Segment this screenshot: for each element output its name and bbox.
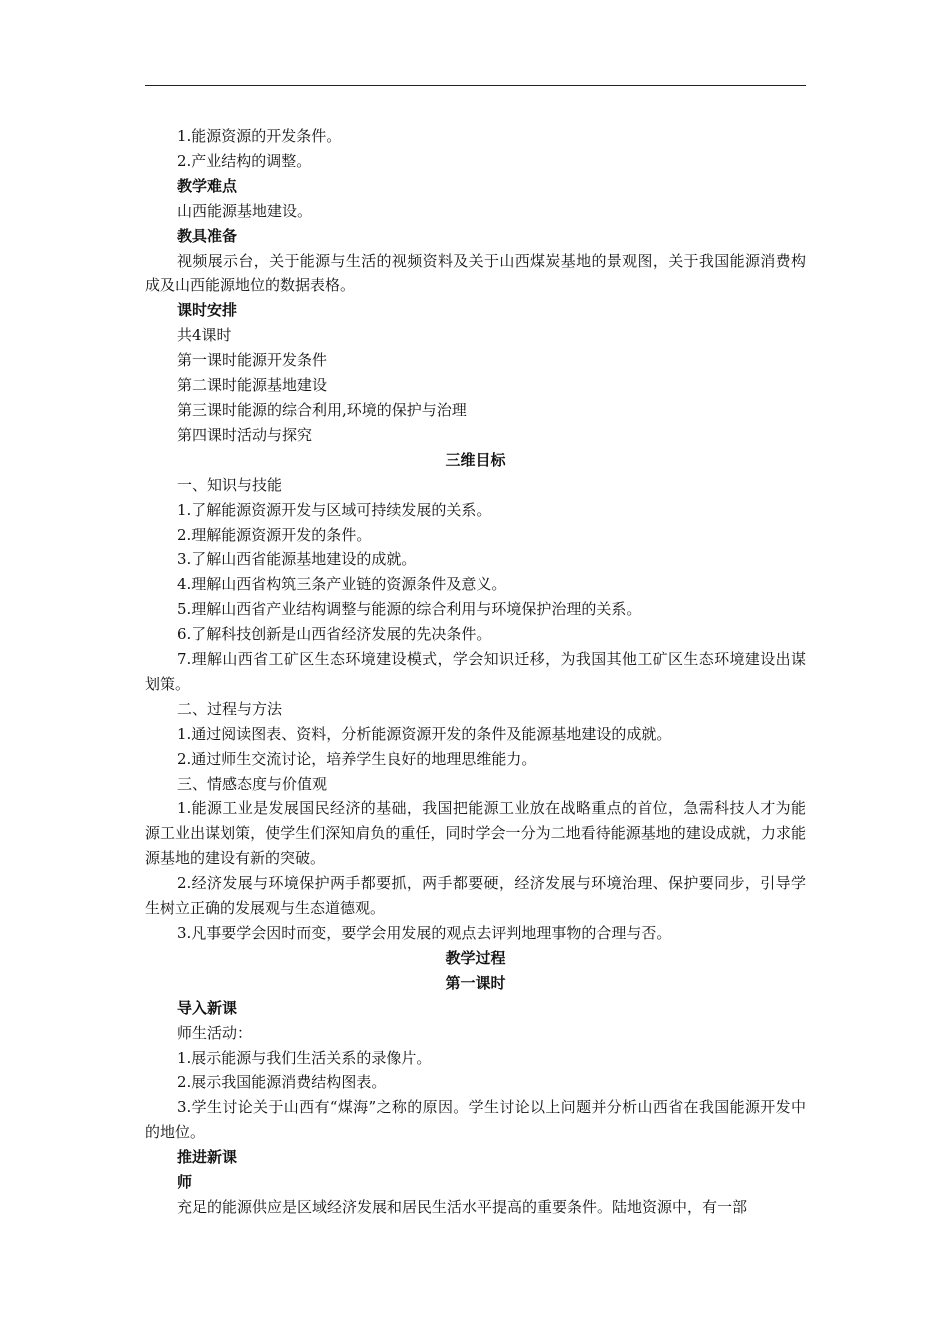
paragraph: 3.凡事要学会因时而变，要学会用发展的观点去评判地理事物的合理与否。 <box>177 924 672 942</box>
paragraph: 山西能源基地建设。 <box>177 201 313 220</box>
paragraph: 7.理解山西省工矿区生态环境建设模式，学会知识迁移，为我国其他工矿区生态环境建设出谋划策。 <box>145 650 806 693</box>
section-heading: 推进新课 <box>177 1148 238 1167</box>
paragraph: 5.理解山西省产业结构调整与能源的综合利用与环境保护治理的关系。 <box>177 600 642 619</box>
paragraph: 1.能源资源的开发条件。 <box>177 127 342 145</box>
paragraph: 一、知识与技能 <box>177 475 283 494</box>
paragraph: 1.通过阅读图表、资料，分析能源资源开发的条件及能源基地建设的成就。 <box>177 724 672 743</box>
paragraph: 2.理解能源资源开发的条件。 <box>177 525 372 544</box>
paragraph: 视频展示台，关于能源与生活的视频资料及关于山西煤炭基地的景观图，关于我国能源消费构成及山西能源地位的数据表格。 <box>145 251 806 295</box>
paragraph: 第二课时能源基地建设 <box>177 376 328 395</box>
paragraph: 2.展示我国能源消费结构图表。 <box>177 1073 387 1092</box>
paragraph: 第三课时能源的综合利用,环境的保护与治理 <box>177 400 467 419</box>
section-heading: 教学难点 <box>177 176 238 195</box>
centered-heading: 教学过程 <box>445 948 506 967</box>
centered-heading: 第一课时 <box>445 973 506 992</box>
paragraph: 2.经济发展与环境保护两手都要抓，两手都要硬，经济发展与环境治理、保护要同步，引导学生树立正确的发展观与生态道德观。 <box>145 874 806 918</box>
paragraph: 2.通过师生交流讨论，培养学生良好的地理思维能力。 <box>177 749 537 768</box>
paragraph: 共4课时 <box>177 326 232 345</box>
section-heading: 师 <box>177 1173 193 1192</box>
paragraph: 二、过程与方法 <box>177 699 283 718</box>
paragraph: 1.展示能源与我们生活关系的录像片。 <box>177 1048 432 1067</box>
document-body <box>145 124 806 1220</box>
centered-heading: 三维目标 <box>445 450 506 469</box>
paragraph: 3.了解山西省能源基地建设的成就。 <box>177 550 417 569</box>
paragraph: 4.理解山西省构筑三条产业链的资源条件及意义。 <box>177 575 507 594</box>
section-heading: 导入新课 <box>177 998 238 1017</box>
section-heading: 课时安排 <box>177 301 238 320</box>
header-rule <box>145 85 806 86</box>
paragraph: 第四课时活动与探究 <box>177 425 313 444</box>
paragraph: 师生活动： <box>177 1023 253 1042</box>
section-heading: 教具准备 <box>177 226 238 245</box>
paragraph: 三、情感态度与价值观 <box>177 774 328 793</box>
paragraph: 2.产业结构的调整。 <box>177 151 312 170</box>
paragraph: 充足的能源供应是区域经济发展和居民生活水平提高的重要条件。陆地资源中，有一部 <box>177 1197 748 1216</box>
paragraph: 3.学生讨论关于山西有“煤海”之称的原因。学生讨论以上问题并分析山西省在我国能源开发中的地位。 <box>145 1098 806 1142</box>
paragraph: 1.了解能源资源开发与区域可持续发展的关系。 <box>177 500 492 519</box>
paragraph: 1.能源工业是发展国民经济的基础，我国把能源工业放在战略重点的首位，急需科技人才为能源工业出谋划策，使学生们深知肩负的重任，同时学会一分为二地看待能源基地的建设成就，力求能源基地的建设有新的突破。 <box>145 799 806 868</box>
paragraph: 6.了解科技创新是山西省经济发展的先决条件。 <box>177 625 492 644</box>
paragraph: 第一课时能源开发条件 <box>177 351 328 370</box>
